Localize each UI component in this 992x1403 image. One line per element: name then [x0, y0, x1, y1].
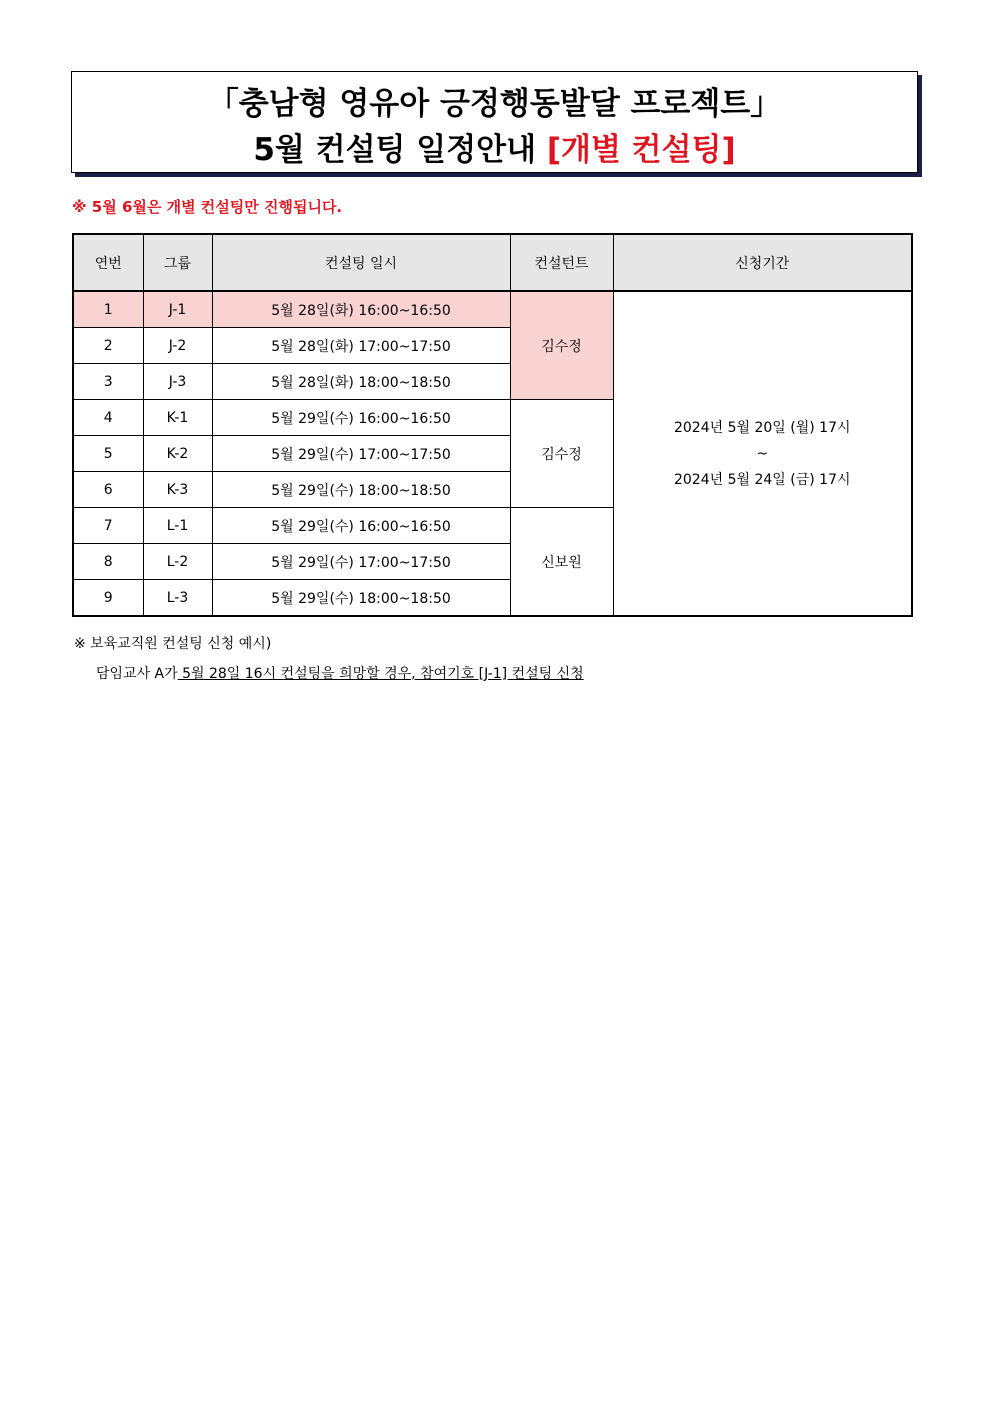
table-header-row — [73, 234, 912, 291]
row-group: J-3 — [143, 364, 212, 400]
row-no: 6 — [73, 472, 143, 508]
row-no: 4 — [73, 400, 143, 436]
row-datetime: 5월 28일(화) 16:00~16:50 — [212, 291, 510, 328]
row-datetime: 5월 29일(수) 16:00~16:50 — [212, 508, 510, 544]
period-separator: ~ — [756, 445, 769, 462]
header-no: 연번 — [73, 234, 143, 291]
row-no: 9 — [73, 580, 143, 617]
table-row — [73, 291, 912, 328]
consultant-cell: 신보원 — [510, 508, 613, 617]
schedule-table — [72, 233, 913, 617]
footnote-example — [96, 663, 584, 683]
period-start: 2024년 5월 20일 (월) 17시 — [673, 419, 851, 436]
row-no: 1 — [73, 291, 143, 328]
title-line2-highlight: [개별 컨설팅] — [546, 132, 736, 168]
title-line1: 「충남형 영유아 긍정행동발달 프로젝트」 — [207, 86, 782, 122]
row-group: K-1 — [143, 400, 212, 436]
header-period: 신청기간 — [613, 234, 912, 291]
title-line2 — [72, 124, 917, 169]
header-group: 그룹 — [143, 234, 212, 291]
notice-text: ※ 5월 6월은 개별 컨설팅만 진행됩니다. — [72, 198, 343, 216]
row-no: 2 — [73, 328, 143, 364]
footnote-underlined: 5월 28일 16시 컨설팅을 희망할 경우, 참여기호 [J-1] 컨설팅 신청 — [177, 666, 584, 682]
row-no: 3 — [73, 364, 143, 400]
title-line2-main: 5월 컨설팅 일정안내 — [253, 132, 547, 168]
consultant-cell: 김수정 — [510, 291, 613, 400]
row-datetime: 5월 29일(수) 17:00~17:50 — [212, 436, 510, 472]
period-cell — [613, 291, 912, 616]
row-group: K-2 — [143, 436, 212, 472]
row-datetime: 5월 29일(수) 18:00~18:50 — [212, 580, 510, 617]
row-datetime: 5월 29일(수) 18:00~18:50 — [212, 472, 510, 508]
period-end: 2024년 5월 24일 (금) 17시 — [673, 471, 851, 488]
row-group: J-2 — [143, 328, 212, 364]
row-datetime: 5월 29일(수) 17:00~17:50 — [212, 544, 510, 580]
header-consultant: 컨설턴트 — [510, 234, 613, 291]
header-datetime: 컨설팅 일시 — [212, 234, 510, 291]
row-group: L-3 — [143, 580, 212, 617]
row-datetime: 5월 28일(화) 17:00~17:50 — [212, 328, 510, 364]
footnote-prefix: 담임교사 A가 — [96, 666, 178, 682]
row-datetime: 5월 28일(화) 18:00~18:50 — [212, 364, 510, 400]
row-no: 7 — [73, 508, 143, 544]
footnote-title: ※ 보육교직원 컨설팅 신청 예시) — [74, 636, 272, 652]
consultant-cell: 김수정 — [510, 400, 613, 508]
row-datetime: 5월 29일(수) 16:00~16:50 — [212, 400, 510, 436]
row-no: 5 — [73, 436, 143, 472]
row-no: 8 — [73, 544, 143, 580]
row-group: J-1 — [143, 291, 212, 328]
title-box — [71, 71, 918, 173]
row-group: K-3 — [143, 472, 212, 508]
row-group: L-2 — [143, 544, 212, 580]
row-group: L-1 — [143, 508, 212, 544]
